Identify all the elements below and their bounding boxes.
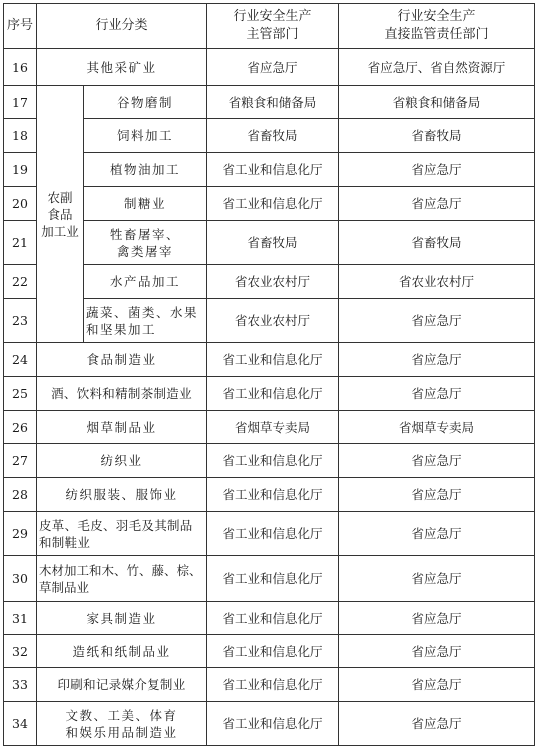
- table-row: [4, 299, 535, 343]
- industry-cell: 其他采矿业: [37, 49, 207, 86]
- dept-cell: 省应急厅: [207, 49, 339, 86]
- industry-cell: [84, 299, 207, 343]
- header-industry: 行业分类: [37, 4, 207, 49]
- dept-cell: 省工业和信息化厅: [207, 343, 339, 377]
- table-row: [4, 556, 535, 602]
- dept-cell: 省工业和信息化厅: [207, 668, 339, 702]
- industry-line1: 蔬菜、菌类、水果: [86, 304, 199, 320]
- industry-cell: 水产品加工: [84, 265, 207, 299]
- supervision-cell: 省畜牧局: [339, 221, 535, 265]
- responsibility-table: [3, 3, 535, 746]
- group-label-line1: 农副: [47, 189, 73, 205]
- dept-cell: 省工业和信息化厅: [207, 702, 339, 746]
- table-row: [4, 702, 535, 746]
- row-number: 23: [4, 299, 37, 343]
- row-number: 30: [4, 556, 37, 602]
- row-number: 29: [4, 512, 37, 556]
- dept-cell: 省粮食和储备局: [207, 86, 339, 119]
- table-row: [4, 444, 535, 478]
- table-row: [4, 86, 535, 119]
- dept-cell: 省畜牧局: [207, 119, 339, 153]
- header-super-line2: 直接监管责任部门: [384, 27, 489, 42]
- table-row: [4, 411, 535, 444]
- supervision-cell: 省粮食和储备局: [339, 86, 535, 119]
- header-no: 序号: [4, 4, 37, 49]
- table-row: [4, 153, 535, 187]
- industry-cell: 家具制造业: [37, 602, 207, 635]
- supervision-cell: 省应急厅、省自然资源厅: [339, 49, 535, 86]
- supervision-cell: 省应急厅: [339, 556, 535, 602]
- industry-cell: 饲料加工: [84, 119, 207, 153]
- table-row: [4, 265, 535, 299]
- group-label-line2: 食品: [47, 206, 73, 222]
- industry-line1: 文教、工美、体育: [65, 707, 178, 723]
- row-number: 19: [4, 153, 37, 187]
- row-number: 24: [4, 343, 37, 377]
- header-super-line1: 行业安全生产: [397, 9, 476, 24]
- supervision-cell: 省应急厅: [339, 702, 535, 746]
- row-number: 18: [4, 119, 37, 153]
- row-number: 22: [4, 265, 37, 299]
- supervision-cell: 省应急厅: [339, 478, 535, 512]
- table-row: [4, 49, 535, 86]
- table-row: [4, 478, 535, 512]
- table-row: [4, 602, 535, 635]
- row-number: 16: [4, 49, 37, 86]
- table-row: [4, 512, 535, 556]
- supervision-cell: 省应急厅: [339, 377, 535, 411]
- header-dept-line2: 主管部门: [246, 27, 299, 42]
- header-dept: [207, 4, 339, 49]
- industry-cell: [37, 556, 207, 602]
- table-row: [4, 221, 535, 265]
- dept-cell: 省农业农村厅: [207, 265, 339, 299]
- industry-cell: 纺织业: [37, 444, 207, 478]
- supervision-cell: 省应急厅: [339, 299, 535, 343]
- dept-cell: 省工业和信息化厅: [207, 153, 339, 187]
- table-row: [4, 377, 535, 411]
- dept-cell: 省工业和信息化厅: [207, 556, 339, 602]
- row-number: 17: [4, 86, 37, 119]
- supervision-cell: 省畜牧局: [339, 119, 535, 153]
- dept-cell: 省工业和信息化厅: [207, 187, 339, 221]
- industry-cell: [37, 702, 207, 746]
- industry-cell: 食品制造业: [37, 343, 207, 377]
- industry-cell: 印刷和记录媒介复制业: [37, 668, 207, 702]
- row-number: 31: [4, 602, 37, 635]
- group-label-cell: [37, 86, 84, 343]
- industry-line1: 牲畜屠宰、: [110, 226, 181, 242]
- industry-cell: 烟草制品业: [37, 411, 207, 444]
- industry-cell: 谷物磨制: [84, 86, 207, 119]
- row-number: 26: [4, 411, 37, 444]
- industry-cell: [37, 512, 207, 556]
- dept-cell: 省工业和信息化厅: [207, 635, 339, 668]
- table-row: [4, 119, 535, 153]
- row-number: 27: [4, 444, 37, 478]
- supervision-cell: 省应急厅: [339, 512, 535, 556]
- header-dept-line1: 行业安全生产: [233, 9, 312, 24]
- industry-cell: 植物油加工: [84, 153, 207, 187]
- row-number: 21: [4, 221, 37, 265]
- industry-line1: 木材加工和木、竹、藤、棕、: [39, 562, 202, 578]
- row-number: 32: [4, 635, 37, 668]
- dept-cell: 省工业和信息化厅: [207, 602, 339, 635]
- supervision-cell: 省农业农村厅: [339, 265, 535, 299]
- dept-cell: 省畜牧局: [207, 221, 339, 265]
- header-supervision: [339, 4, 535, 49]
- industry-line2: 和娱乐用品制造业: [65, 724, 178, 740]
- industry-cell: 纺织服装、服饰业: [37, 478, 207, 512]
- supervision-cell: 省应急厅: [339, 668, 535, 702]
- dept-cell: 省工业和信息化厅: [207, 444, 339, 478]
- industry-cell: 酒、饮料和精制茶制造业: [37, 377, 207, 411]
- group-label-line3: 加工业: [41, 223, 79, 239]
- table-row: [4, 635, 535, 668]
- table-row: [4, 343, 535, 377]
- row-number: 25: [4, 377, 37, 411]
- table-row: [4, 187, 535, 221]
- supervision-cell: 省应急厅: [339, 635, 535, 668]
- row-number: 34: [4, 702, 37, 746]
- industry-line2: 和制鞋业: [39, 534, 91, 550]
- industry-cell: [84, 221, 207, 265]
- row-number: 20: [4, 187, 37, 221]
- dept-cell: 省烟草专卖局: [207, 411, 339, 444]
- industry-line1: 皮革、毛皮、羽毛及其制品: [39, 517, 193, 533]
- supervision-cell: 省应急厅: [339, 187, 535, 221]
- supervision-cell: 省应急厅: [339, 343, 535, 377]
- dept-cell: 省工业和信息化厅: [207, 377, 339, 411]
- industry-line2: 和坚果加工: [86, 321, 157, 337]
- supervision-cell: 省应急厅: [339, 444, 535, 478]
- dept-cell: 省农业农村厅: [207, 299, 339, 343]
- supervision-cell: 省烟草专卖局: [339, 411, 535, 444]
- row-number: 28: [4, 478, 37, 512]
- row-number: 33: [4, 668, 37, 702]
- supervision-cell: 省应急厅: [339, 153, 535, 187]
- dept-cell: 省工业和信息化厅: [207, 478, 339, 512]
- industry-line2: 草制品业: [39, 579, 90, 595]
- industry-cell: 制糖业: [84, 187, 207, 221]
- table-row: [4, 668, 535, 702]
- supervision-cell: 省应急厅: [339, 602, 535, 635]
- dept-cell: 省工业和信息化厅: [207, 512, 339, 556]
- industry-cell: 造纸和纸制品业: [37, 635, 207, 668]
- industry-line2: 禽类屠宰: [117, 243, 174, 259]
- header-row: [4, 4, 535, 49]
